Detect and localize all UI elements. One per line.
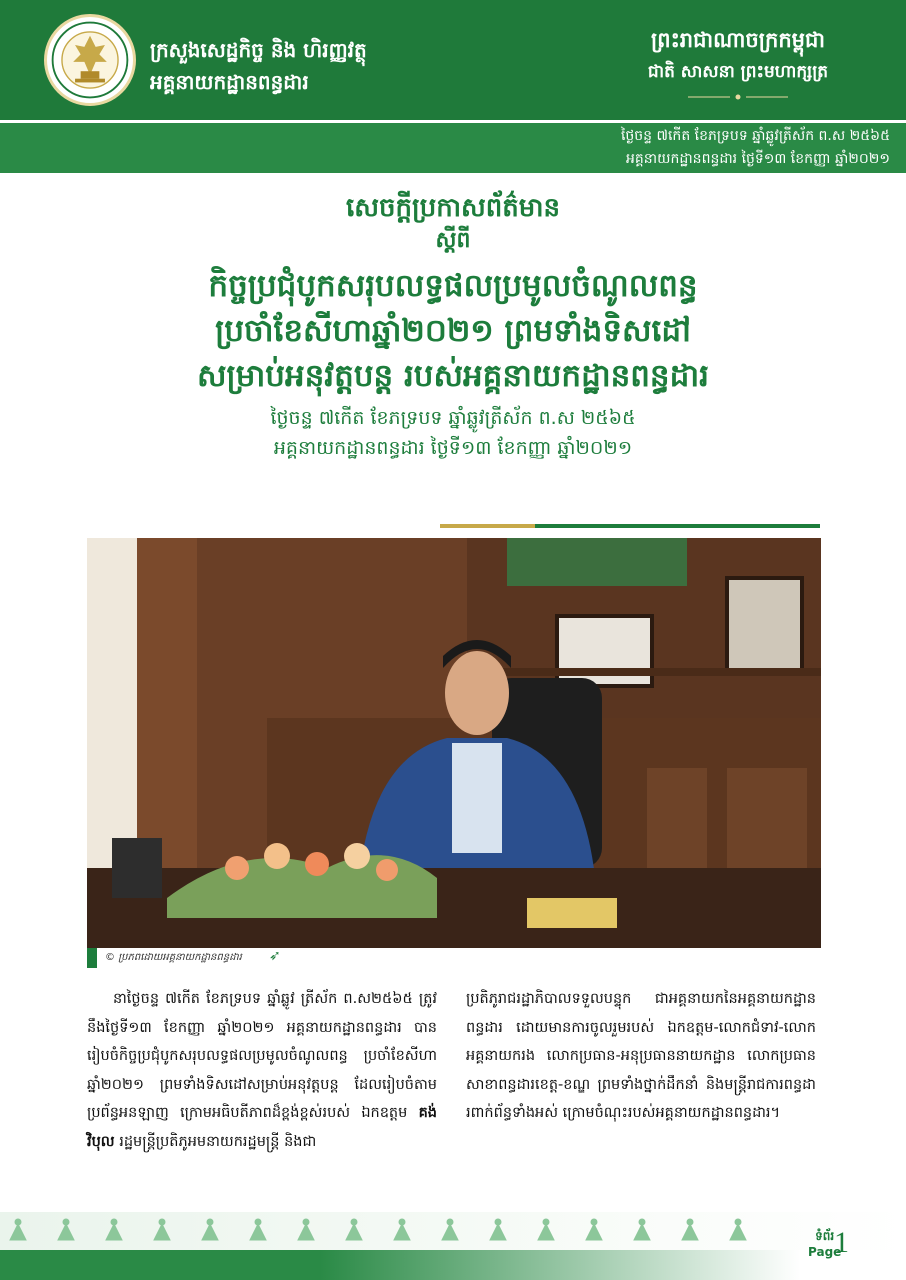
header-banner — [0, 0, 906, 120]
caption-accent-bar — [87, 948, 97, 968]
photo-caption — [87, 948, 821, 968]
kingdom-name: ព្រះរាជាណាចក្រកម្ពុជា — [650, 28, 825, 52]
minister-name: គង់ វិបុល — [87, 1105, 437, 1150]
page-label-en: Page — [808, 1245, 842, 1259]
ministry-name — [150, 34, 470, 98]
headline-line-3: សម្រាប់អនុវត្តបន្ត របស់អគ្គនាយកដ្ឋានពន្ធដារ — [197, 358, 709, 394]
ministry-line-2: អគ្គនាយកដ្ឋានពន្ធដារ — [150, 70, 309, 94]
body-column-1 — [87, 985, 437, 1156]
date-bar-lunar: ថ្ងៃចន្ទ ៧កើត ខែភទ្របទ ឆ្នាំឆ្លូវត្រីស័ក ព.ស ២៥៦៥ — [620, 128, 890, 144]
press-release-subtitle: ស្តីពី — [435, 228, 471, 253]
footer-ornament-band — [0, 1212, 906, 1250]
page-number: 1 — [834, 1226, 849, 1259]
headline-date-solar: អគ្គនាយកដ្ឋានពន្ធដារ ថ្ងៃទី១៣ ខែកញ្ញា ឆ្នាំ២០២១ — [273, 437, 633, 459]
title-rule — [440, 524, 820, 528]
ministry-line-1: ក្រសួងសេដ្ឋកិច្ច និង ហិរញ្ញវត្ថុ — [150, 38, 367, 62]
headline-date — [60, 403, 846, 463]
headline-date-lunar: ថ្ងៃចន្ទ ៧កើត ខែភទ្របទ ឆ្នាំឆ្លូវត្រីស័ក ព.ស ២៥៦៥ — [270, 407, 636, 429]
body-text-1b: រដ្ឋមន្ត្រីប្រតិភូអមនាយករដ្ឋមន្ត្រី និងជា — [114, 1133, 317, 1150]
title-block — [60, 190, 846, 463]
kingdom-motto: ជាតិ សាសនា ព្រះមហាក្សត្រ — [647, 62, 829, 82]
ornament-divider-icon — [688, 94, 788, 100]
date-bar — [0, 123, 906, 173]
gdt-logo-icon — [44, 14, 136, 106]
body-text-1a: នាថ្ងៃចន្ទ ៧កើត ខែភទ្របទ ឆ្នាំឆ្លូវ ត្រីស័ក ព.ស២៥៦៥ ត្រូវនឹងថ្ងៃទី១៣ ខែកញ្ញា ឆ្នាំ២០២១ អគ្គនាយកដ្ឋានពន្ធដារ បានរៀបចំកិច្ចប្រជុំបូកសរុបលទ្ធផលប្រមូលចំណូលពន្ធ ប្រចាំខែសីហា ឆ្នាំ២០២១ ព្រមទាំងទិសដៅសម្រាប់អនុវត្តបន្ត ដែលរៀបចំតាមប្រព័ន្ធអនឡាញ ក្រោមអធិបតីភាពដ៏ខ្ពង់ខ្ពស់របស់ ឯកឧត្តម — [87, 991, 437, 1121]
headline-line-2: ប្រចាំខែសីហាឆ្នាំ២០២១ ព្រមទាំងទិសដៅ — [215, 313, 691, 349]
caption-arrow-icon: ➶ — [269, 948, 281, 964]
press-release-title: សេចក្តីប្រកាសព័ត៌មាន — [345, 193, 561, 223]
date-bar-solar: អគ្គនាយកដ្ឋានពន្ធដារ ថ្ងៃទី១៣ ខែកញ្ញា ឆ្នាំ២០២១ — [626, 151, 890, 167]
kingdom-heading — [608, 24, 868, 100]
headline-line-1: កិច្ចប្រជុំបូកសរុបលទ្ធផលប្រមូលចំណូលពន្ធ — [208, 268, 698, 304]
page-label-kh: ទំព័រ — [815, 1229, 835, 1243]
body-column-2: ប្រតិភូរាជរដ្ឋាភិបាលទទួលបន្ទុក ជាអគ្គនាយកនៃអគ្គនាយកដ្ឋានពន្ធដារ ដោយមានការចូលរួមរបស់ ឯកឧត្តម-លោកជំទាវ-លោកអគ្គនាយករង លោកប្រធាន-អនុប្រធាននាយកដ្ឋាន លោកប្រធានសាខាពន្ធដារខេត្ត-ខណ្ឌ ព្រមទាំងថ្នាក់ដឹកនាំ និងមន្ត្រីរាជការពន្ធដារពាក់ព័ន្ធទាំងអស់ ក្រោមចំណុះរបស់អគ្គនាយកដ្ឋានពន្ធដារ។ — [466, 991, 816, 1121]
meeting-photo — [87, 538, 821, 948]
caption-text: © ប្រភពដោយអគ្គនាយកដ្ឋានពន្ធដារ — [105, 952, 242, 963]
headline — [60, 264, 846, 399]
footer-pattern-icon — [0, 1212, 800, 1250]
footer-green-line — [0, 1250, 800, 1280]
